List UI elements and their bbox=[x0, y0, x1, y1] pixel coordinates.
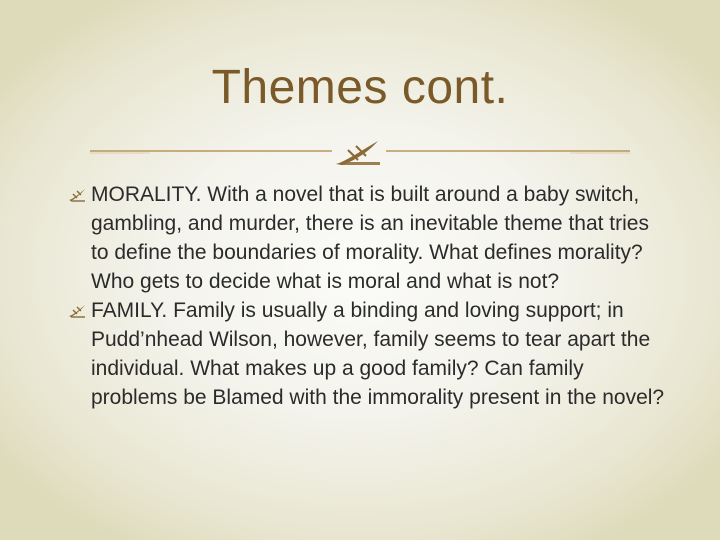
feather-icon bbox=[336, 141, 380, 165]
title-divider bbox=[90, 120, 630, 180]
bullet-item-family bbox=[68, 296, 668, 412]
bullet-list bbox=[68, 180, 668, 412]
bullet-text: MORALITY. With a novel that is built around a baby switch, gambling, and murder, there is an inevitable theme that tries to define the boundaries of morality. What defines morality? Who gets to decide what is moral and what is not? bbox=[91, 183, 649, 293]
bullet-text: FAMILY. Family is usually a binding and loving support; in Pudd’nhead Wilson, however, family seems to tear apart the individual. What makes up a good family? Can family problems be Blamed with the immorality present in the novel? bbox=[91, 299, 665, 409]
feather-bullet-icon bbox=[68, 187, 86, 203]
feather-bullet-icon bbox=[68, 303, 86, 319]
slide-title: Themes cont. bbox=[211, 61, 509, 114]
bullet-item-morality bbox=[68, 180, 668, 296]
